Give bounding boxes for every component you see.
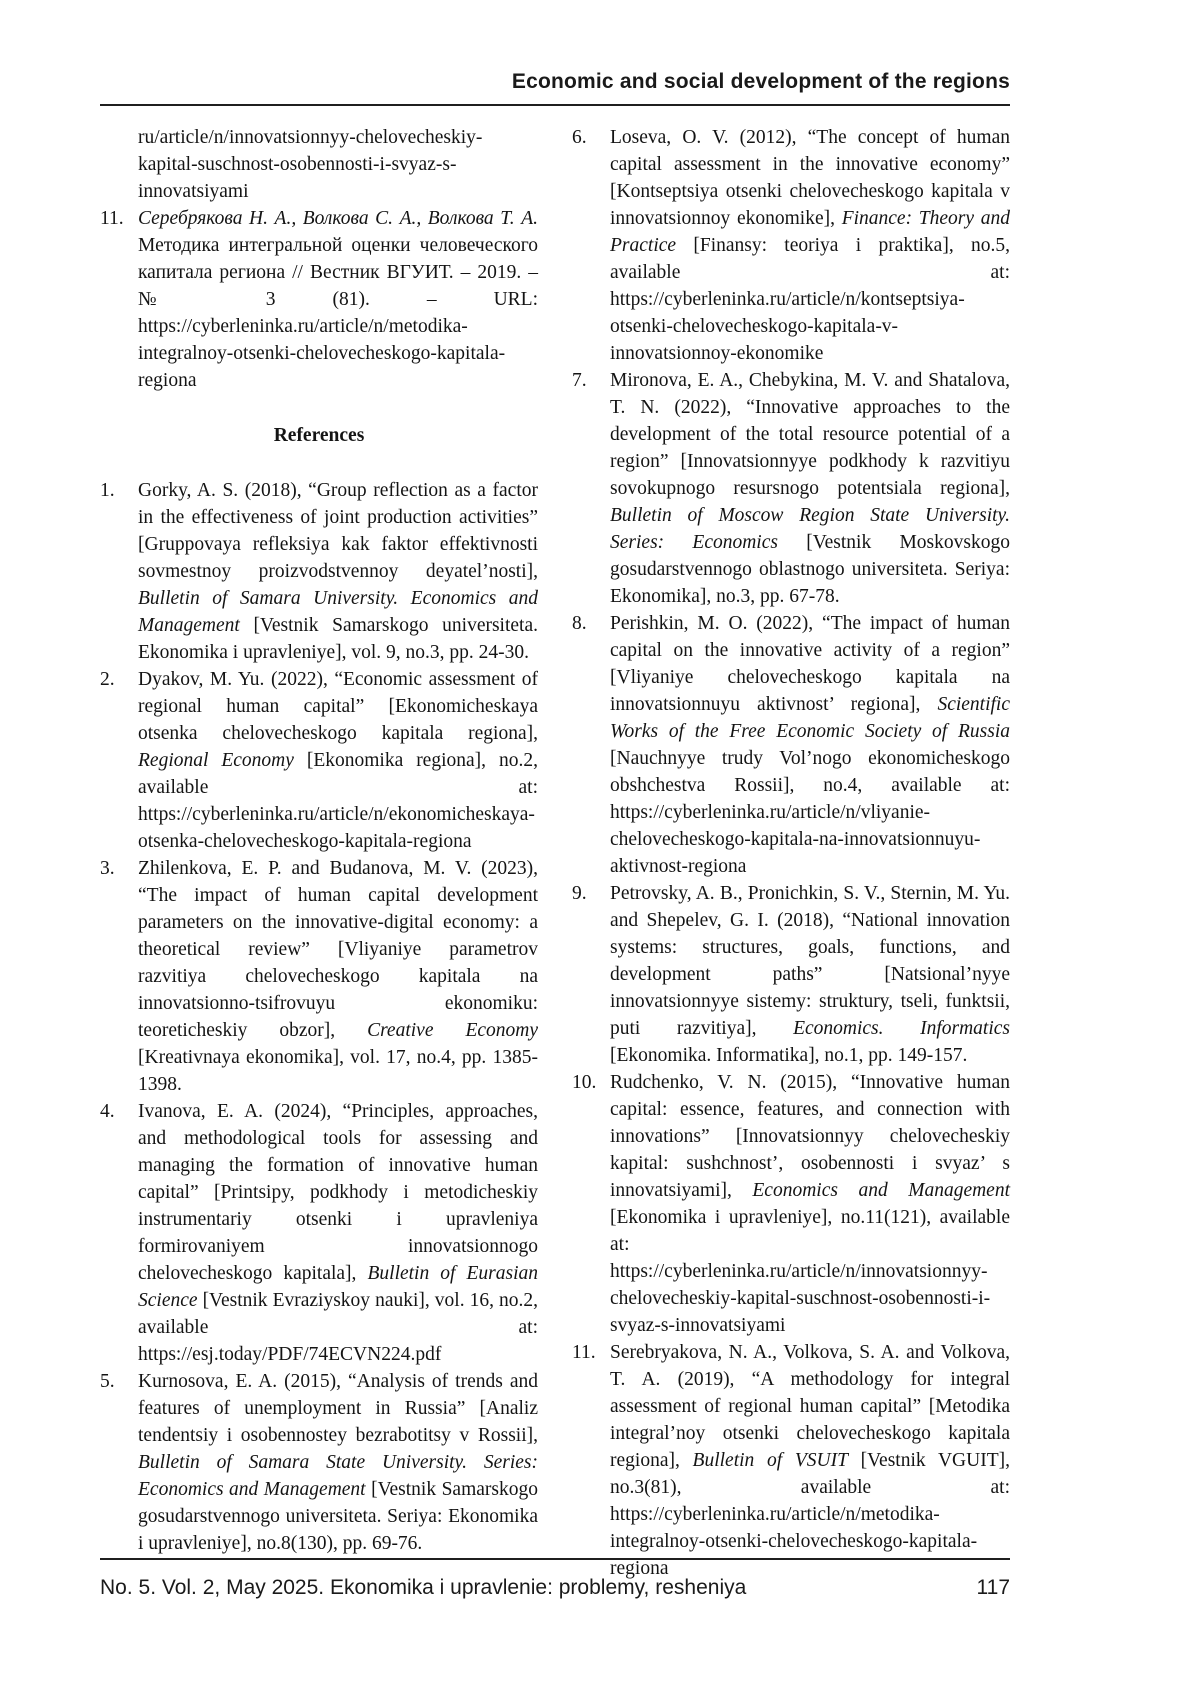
reference-number: 7. [572,370,587,391]
reference-continuation [100,124,538,205]
reference-item [100,666,538,855]
reference-number: 9. [572,883,587,904]
reference-item [572,1069,1010,1339]
reference-text: Zhilenkova, E. P. and Budanova, M. V. (2023), “The impact of human capital development parameters on the innovative-digital economy: a theoretical review” [Vliyaniye parametrov razvitiya chelovecheskogo kapitala na innovatsionno-tsifrovuyu ekonomiku: teoreticheskiy obzor], Creative Economy [Kreativnaya ekonomika], vol. 17, no.4, pp. 1385-1398. [138,858,538,1095]
reference-number: 5. [100,1371,115,1392]
reference-item [572,610,1010,880]
reference-item [100,477,538,666]
reference-number: 2. [100,669,115,690]
reference-text: Ivanova, E. A. (2024), “Principles, approaches, and methodological tools for assessing and managing the formation of innovative human capital” [Printsipy, podkhody i metodicheskiy instrumentariy otsenki i upravleniya formirovaniyem innovatsionnogo chelovecheskogo kapitala], Bulletin of Eurasian Science [Vestnik Evraziyskoy nauki], vol. 16, no.2, available at: https://esj.today/PDF/74ECVN224.pdf [138,1101,538,1365]
reference-number: 11. [100,208,124,229]
references-list-6-11 [572,124,1010,1582]
left-column [100,124,538,1582]
reference-item [572,367,1010,610]
reference-number: 11. [572,1342,596,1363]
reference-item [100,1098,538,1368]
reference-item [572,880,1010,1069]
reference-number: 8. [572,613,587,634]
page-footer [100,1548,1010,1600]
running-head-title: Economic and social development of the regions [511,70,1010,93]
header-rule [100,104,1010,106]
reference-item [572,124,1010,367]
right-column [572,124,1010,1582]
reference-item [100,205,538,394]
references-content [100,124,1010,1582]
journal-issue-line: No. 5. Vol. 2, May 2025. Ekonomika i upravlenie: problemy, resheniya [100,1576,747,1599]
reference-item [100,1368,538,1557]
reference-text: Kurnosova, E. A. (2015), “Analysis of trends and features of unemployment in Russia” [Analiz tendentsiy i osobennostey bezrabotitsy v Rossii], Bulletin of Samara State University. Series: Economics and Management [Vestnik Samarskogo gosudarstvennogo universiteta. Seriya: Ekonomika i upravleniye], no.8(130), pp. 69-76. [138,1371,538,1554]
reference-text: Gorky, A. S. (2018), “Group reflection as a factor in the effectiveness of joint production activities” [Gruppovaya refleksiya kak faktor effektivnosti sovmestnoy proizvodstvennoy deyatel’nosti], Bulletin of Samara University. Economics and Management [Vestnik Samarskogo universiteta. Ekonomika i upravleniye], vol. 9, no.3, pp. 24-30. [138,480,538,663]
reference-text: Loseva, O. V. (2012), “The concept of human capital assessment in the innovative economy” [Kontseptsiya otsenki chelovecheskogo kapitala v innovatsionnoy ekonomike], Finance: Theory and Practice [Finansy: teoriya i praktika], no.5, available at: https://cyberleninka.ru/article/n/kontseptsiya-otsenki-chelovecheskogo-kapitala-v-innovatsionnoy-ekonomike [610,127,1010,364]
reference-item [572,1339,1010,1582]
reference-text: Serebryakova, N. A., Volkova, S. A. and Volkova, T. A. (2019), “A methodology for integral assessment of regional human capital” [Metodika integral’noy otsenki chelovecheskogo kapitala regiona], Bulletin of VSUIT [Vestnik VGUIT], no.3(81), available at: https://cyberleninka.ru/article/n/metodika-integralnoy-otsenki-chelovecheskogo-kapitala-regiona [610,1342,1010,1579]
reference-number: 3. [100,858,115,879]
reference-number: 10. [572,1072,597,1093]
reference-number: 6. [572,127,587,148]
reference-text: Mironova, E. A., Chebykina, M. V. and Shatalova, T. N. (2022), “Innovative approaches to the development of the total resource potential of a region” [Innovatsionnyye podkhody k razvitiyu sovokupnogo resursnogo potentsiala regiona], Bulletin of Moscow Region State University. Series: Economics [Vestnik Moskovskogo gosudarstvennogo oblastnogo universiteta. Seriya: Ekonomika], no.3, pp. 67-78. [610,370,1010,607]
reference-number: 4. [100,1101,115,1122]
reference-text: Rudchenko, V. N. (2015), “Innovative human capital: essence, features, and connection with innovations” [Innovatsionnyy chelovecheskiy kapital: sushchnost’, osobennosti i svyaz’ s innovatsiyami], Economics and Management [Ekonomika i upravleniye], no.11(121), available at: https://cyberleninka.ru/article/n/innovatsionnyy-chelovecheskiy-kapital-suschnost-osobennosti-i-svyaz-s-innovatsiyami [610,1072,1010,1336]
page-number: 117 [976,1576,1010,1599]
reference-item [100,855,538,1098]
page-header [100,0,1010,106]
reference-text: Dyakov, M. Yu. (2022), “Economic assessment of regional human capital” [Ekonomicheskaya otsenka chelovecheskogo kapitala regiona], Regional Economy [Ekonomika regiona], no.2, available at: https://cyberleninka.ru/article/n/ekonomicheskaya-otsenka-chelovecheskogo-kapitala-regiona [138,669,538,852]
reference-number: 1. [100,480,115,501]
references-heading: References [273,425,365,446]
russian-references-tail [100,124,538,394]
reference-text: Серебрякова Н. А., Волкова С. А., Волкова Т. А. Методика интегральной оценки человеческого капитала региона // Вестник ВГУИТ. – 2019. – № 3 (81). – URL: https://cyberleninka.ru/article/n/metodika-integralnoy-otsenki-chelovecheskogo-kapitala-regiona [138,208,538,391]
reference-text: Perishkin, M. O. (2022), “The impact of human capital on the innovative activity of a region” [Vliyaniye chelovecheskogo kapitala na innovatsionnuyu aktivnost’ regiona], Scientific Works of the Free Economic Society of Russia [Nauchnyye trudy Vol’nogo ekonomicheskogo obshchestva Rossii], no.4, available at: https://cyberleninka.ru/article/n/vliyanie-chelovecheskogo-kapitala-na-innovatsionnuyu-aktivnost-regiona [610,613,1010,877]
footer-rule [100,1558,1010,1560]
reference-text: ru/article/n/innovatsionnyy-chelovecheskiy-kapital-suschnost-osobennosti-i-svyaz-s-innovatsiyami [138,127,483,202]
reference-text: Petrovsky, A. B., Pronichkin, S. V., Sternin, M. Yu. and Shepelev, G. I. (2018), “National innovation systems: structures, goals, functions, and development paths” [Natsional’nyye innovatsionnyye sistemy: struktury, tseli, funktsii, puti razvitiya], Economics. Informatics [Ekonomika. Informatika], no.1, pp. 149-157. [610,883,1010,1066]
references-list-1-5 [100,477,538,1557]
